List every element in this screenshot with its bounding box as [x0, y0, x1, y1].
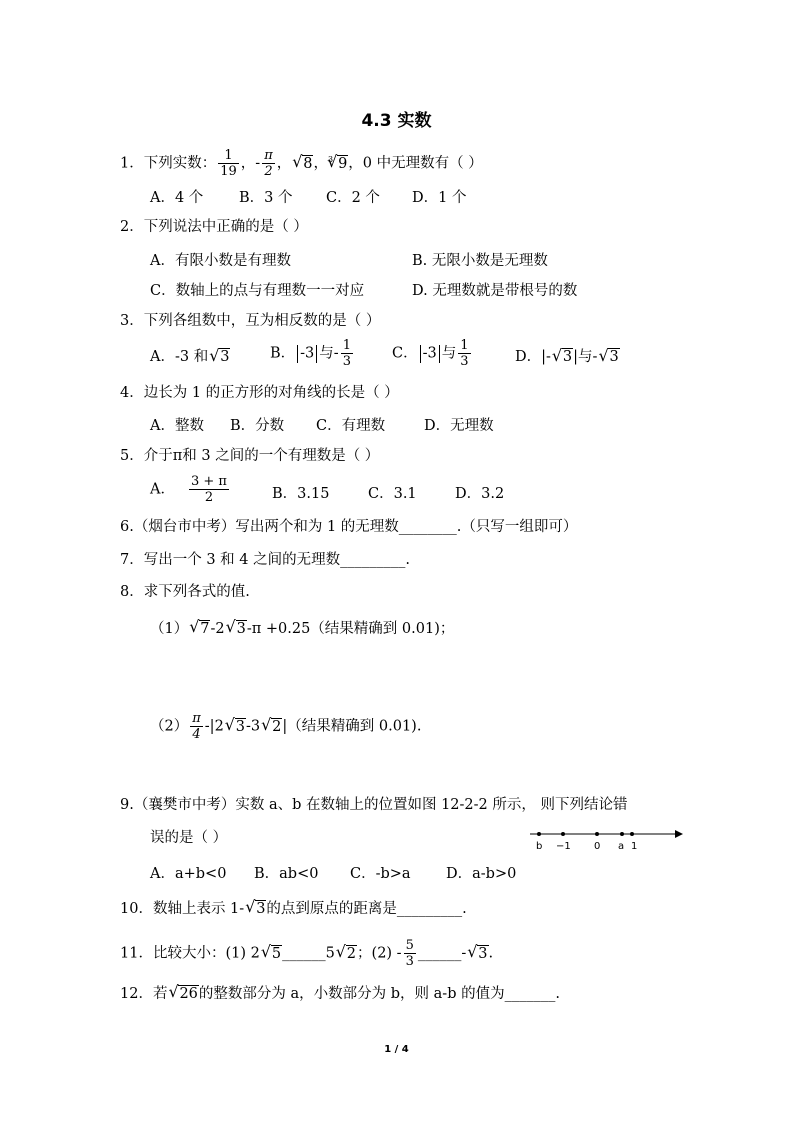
question-8-part-1: （1）√ 7-2√ 3-π +0.25（结果精确到 0.01)；: [150, 619, 454, 639]
q9-option-b: B．ab<0: [254, 866, 319, 882]
q4-option-a: A．整数: [150, 418, 204, 434]
q2-option-b: B. 无限小数是无理数: [412, 253, 548, 269]
question-7: 7．写出一个 3 和 4 之间的无理数_________.: [120, 552, 410, 568]
q5-option-a: A． $\frac{3 + \pi}{2}$: [150, 474, 227, 505]
cbrt-9: √ 9: [328, 154, 348, 174]
q9-option-a: A．a+b<0: [150, 866, 227, 882]
question-2-stem: 2．下列说法中正确的是（ ）: [120, 219, 308, 235]
q3-option-d: D．|-√ 3|与-√ 3: [515, 345, 620, 366]
q5-option-d: D．3.2: [455, 486, 505, 502]
question-1-stem: 1．下列实数： $\frac{1}{19}$ ，- $\frac{\pi}{2}$ ，√ 8，$^3$√ 9，0 中无理数有（ ）: [120, 148, 483, 179]
axis-label-b: b: [536, 841, 543, 852]
q9-option-d: D．a-b>0: [446, 866, 517, 882]
question-9-stem-line-1: 9.（襄樊市中考）实数 a、b 在数轴上的位置如图 12-2-2 所示， 则下列结论错: [120, 797, 628, 813]
axis-point-a: [620, 832, 624, 836]
axis-point-0: [595, 832, 599, 836]
question-10: 10．数轴上表示 1-√ 3的点到原点的距离是_________.: [120, 899, 467, 919]
axis-point-minus-1: [561, 832, 565, 836]
q1-option-c: C．2 个: [326, 190, 380, 206]
question-6: 6.（烟台市中考）写出两个和为 1 的无理数________.（只写一组即可）: [120, 519, 578, 535]
q5-option-c: C．3.1: [368, 486, 417, 502]
number-line-figure: [525, 825, 685, 853]
axis-label-minus-1: −1: [556, 841, 571, 852]
fraction-1-19: $\frac{1}{19}$: [220, 148, 237, 179]
sqrt-8: √ 8: [293, 154, 313, 174]
question-11: 11．比较大小：(1) 2√ 5______5√ 2；(2) - $\frac{5}{3}$ ______-√ 3.: [120, 938, 493, 969]
axis-label-1: 1: [631, 841, 638, 852]
q2-option-a: A．有限小数是有理数: [150, 253, 291, 269]
q2-option-d: D. 无理数就是带根号的数: [412, 283, 578, 299]
q4-option-d: D．无理数: [424, 418, 494, 434]
question-9-stem-line-2: 误的是（ ）: [150, 830, 228, 846]
fraction-pi-2: $\frac{\pi}{2}$: [264, 148, 273, 179]
question-3-stem: 3．下列各组数中，互为相反数的是（ ）: [120, 313, 381, 329]
page-title: 4.3 实数: [361, 111, 432, 131]
question-8-part-2: （2） $\frac{\pi}{4}$ -|2√ 3-3√ 2|（结果精确到 0.01).: [150, 711, 421, 742]
q1-option-b: B．3 个: [239, 190, 293, 206]
q5-option-b: B．3.15: [272, 486, 330, 502]
q3-option-a: A．-3 和√ 3: [150, 345, 230, 366]
q4-option-c: C．有理数: [316, 418, 386, 434]
axis-label-a: a: [618, 841, 625, 852]
q9-option-c: C．-b>a: [350, 866, 411, 882]
axis-point-b: [537, 832, 541, 836]
question-12: 12．若√ 26的整数部分为 a，小数部分为 b，则 a-b 的值为_______.: [120, 984, 560, 1004]
axis-point-1: [630, 832, 634, 836]
question-4-stem: 4．边长为 1 的正方形的对角线的长是（ ）: [120, 385, 399, 401]
question-5-stem: 5．介于π和 3 之间的一个有理数是（ ）: [120, 448, 380, 464]
q1-option-a: A．4 个: [150, 190, 204, 206]
q4-option-b: B．分数: [230, 418, 285, 434]
page-number: 1 / 4: [384, 1044, 409, 1055]
question-8-stem: 8．求下列各式的值.: [120, 584, 250, 600]
axis-label-0: 0: [594, 841, 601, 852]
q1-option-d: D．1 个: [412, 190, 467, 206]
q3-option-b: B． -3 与- $\frac{1}{3}$: [270, 338, 351, 369]
q3-option-c: C． -3 与 $\frac{1}{3}$: [392, 338, 469, 369]
q2-option-c: C．数轴上的点与有理数一一对应: [150, 283, 365, 299]
